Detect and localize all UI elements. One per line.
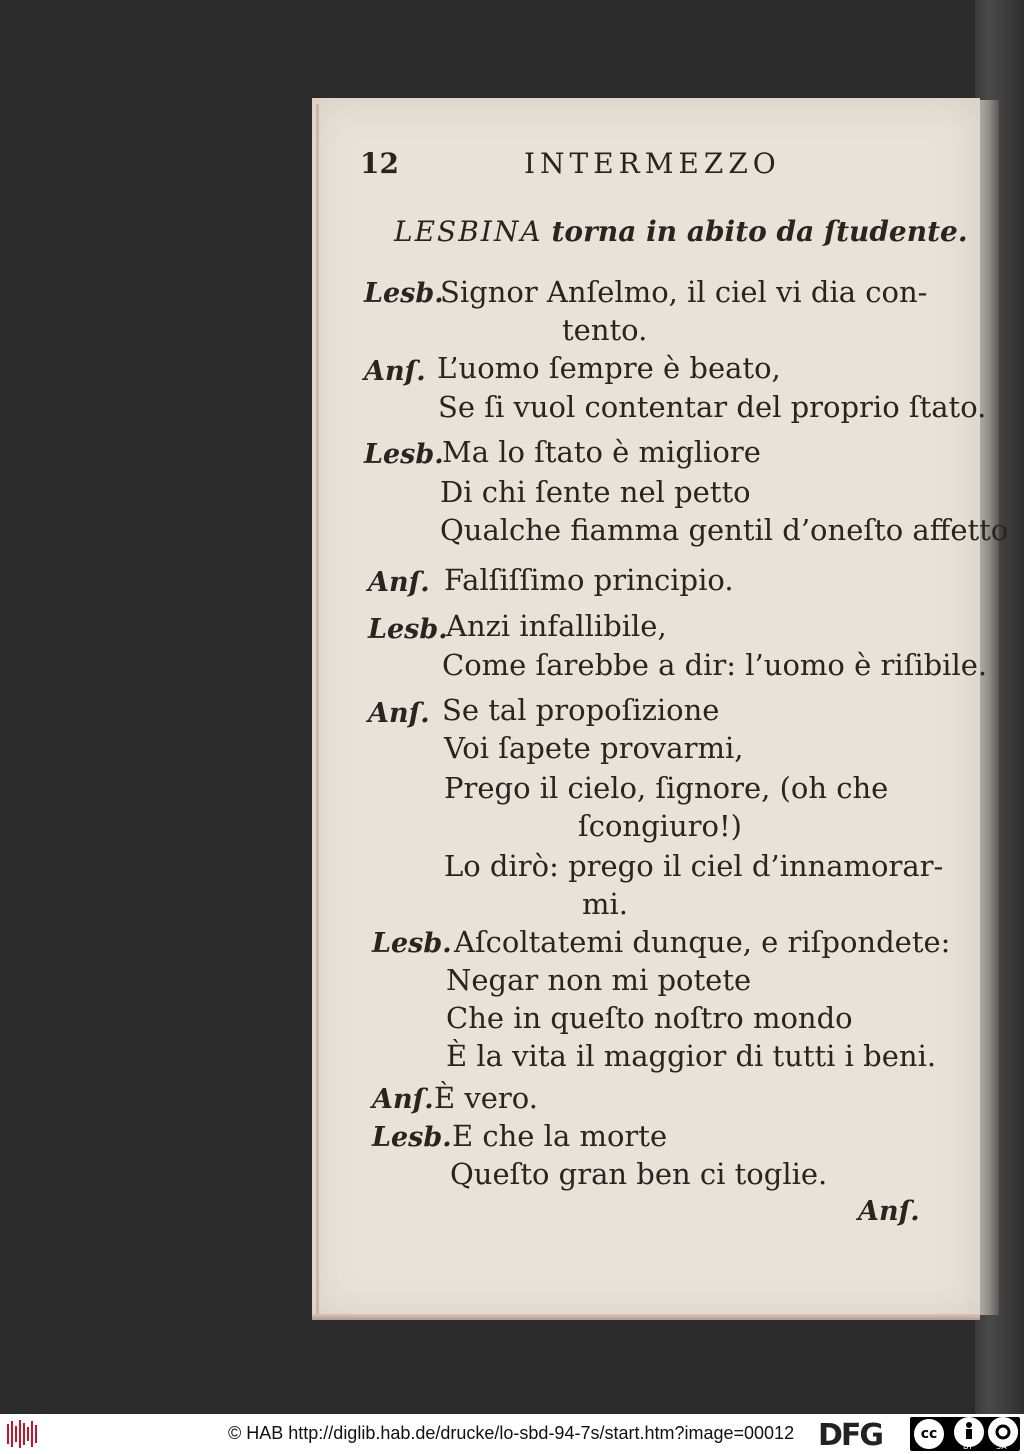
verse-line: Che in queſto noſtro mondo [446,1001,853,1035]
stage-direction-name: LESBINA [394,215,543,248]
verse-line: Ma lo ſtato è migliore [442,435,761,469]
cc-license-badge[interactable] [910,1417,1020,1451]
verse-line: Qualche fiamma gentil d’oneſto affetto [440,513,1009,547]
book-page [312,98,1009,1320]
viewer-footer [0,1414,1024,1454]
by-label: BY [963,1442,973,1451]
stage-direction [394,215,968,248]
hab-logo-icon [6,1418,40,1450]
speaker-label: Lesb. [364,278,444,309]
speaker-label: Lesb. [364,439,444,470]
verse-line: ſcongiuro!) [578,809,742,843]
verse-line: Prego il cielo, ſignore, (oh che [444,771,889,805]
cc-icon: cc [914,1419,944,1449]
speaker-label: Lesb. [372,1122,452,1153]
verse-line: Voi ſapete provarmi, [444,731,744,765]
verse-line: mi. [582,887,628,921]
verse-line: Se ſi vuol contentar del proprio ſtato. [438,390,987,424]
dfg-logo: DFG [818,1418,883,1453]
verse-line: Negar non mi potete [446,963,752,997]
verse-line: tento. [562,313,648,347]
verse-line: Di chi ſente nel petto [440,475,751,509]
verse-line: E che la morte [452,1119,668,1153]
speaker-label: Anſ. [368,698,430,729]
running-title: INTERMEZZO [524,147,781,180]
verse-line: Falſiſſimo principio. [444,563,734,597]
verse-line: Anzi infallibile, [446,609,667,643]
speaker-label: Anſ. [364,356,426,387]
verse-line: Aſcoltatemi dunque, e riſpondete: [454,925,951,959]
verse-line: Se tal propoſizione [442,693,720,727]
speaker-label: Lesb. [368,614,448,645]
sa-label: SA [996,1442,1007,1451]
verse-line: Signor Anſelmo, il ciel vi dia con- [440,275,928,309]
verse-line: Come ſarebbe a dir: l’uomo è riſibile. [442,648,988,682]
verse-line: È vero. [434,1081,538,1115]
stage-direction-text: torna in abito da ſtudente. [551,215,968,248]
verse-line: L’uomo ſempre è beato, [437,351,781,385]
copyright-link[interactable]: © HAB http://diglib.hab.de/drucke/lo-sbd-94-7s/start.htm?image=00012 [228,1423,795,1443]
verse-line: È la vita il maggior di tutti i beni. [446,1039,937,1073]
speaker-label: Anſ. [368,567,430,598]
speaker-label: Lesb. [372,928,452,959]
verse-line: Lo dirò: prego il ciel d’innamorar- [444,849,944,883]
verse-line: Queſto gran ben ci toglie. [450,1157,828,1191]
page-number: 12 [360,147,399,180]
catchword: Anſ. [858,1196,920,1227]
speaker-label: Anſ. [372,1084,434,1115]
